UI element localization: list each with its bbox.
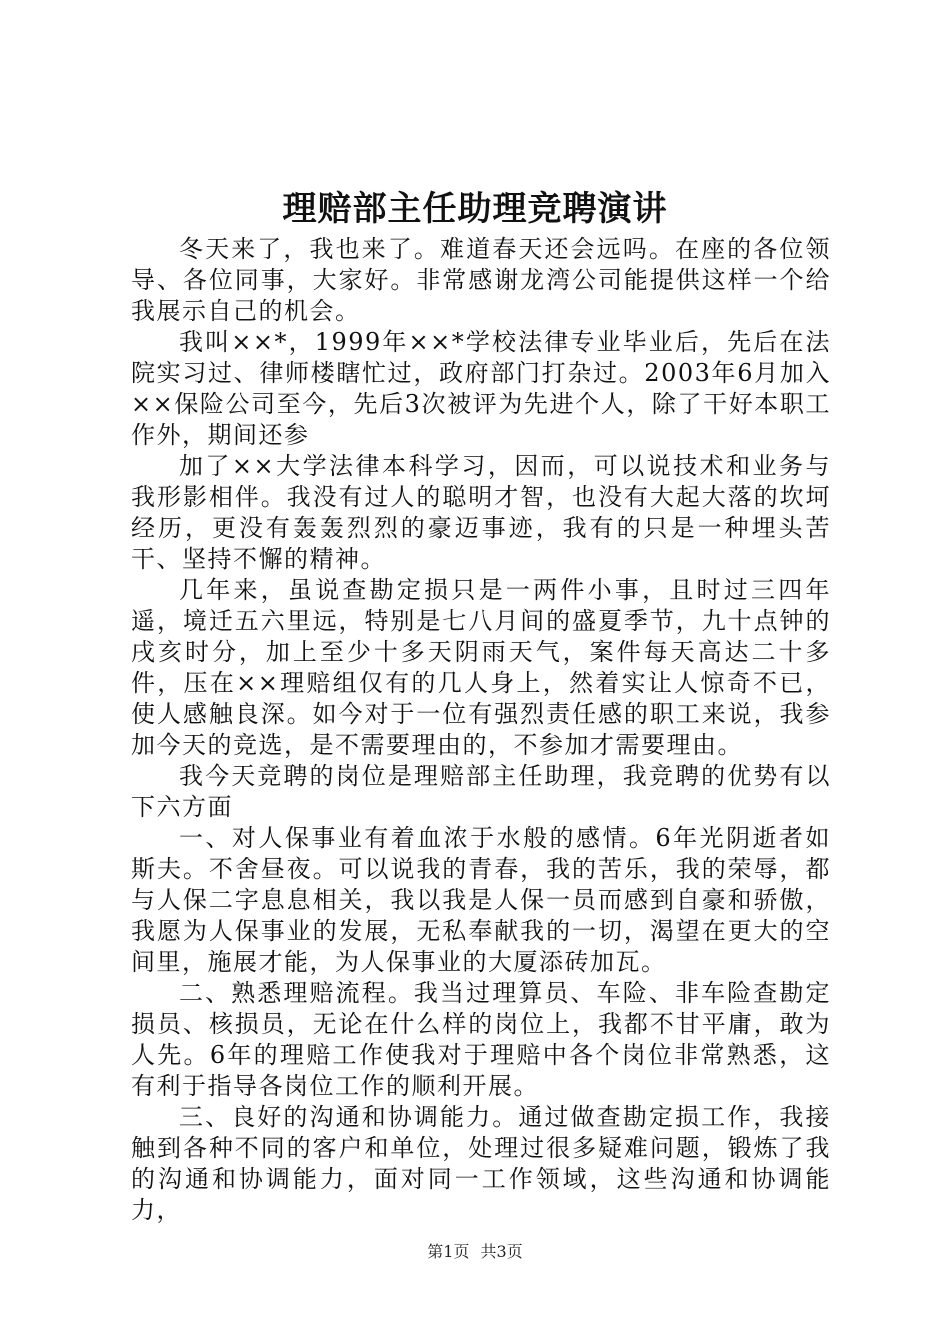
- paragraph-study: 加了××大学法律本科学习，因而，可以说技术和业务与我形影相伴。我没有过人的聪明才智，也没有大起大落的坎坷经历，更没有轰轰烈烈的豪迈事迹，我有的只是一种埋头苦干、坚持不懈的精神。: [131, 452, 831, 573]
- paragraph-advantage-2: 二、熟悉理赔流程。我当过理算员、车险、非车险查勘定损员、核损员，无论在什么样的岗位上，我都不甘平庸，敢为人先。6年的理赔工作使我对于理赔中各个岗位非常熟悉，这有利于指导各岗位工作的顺利开展。: [131, 979, 831, 1100]
- paragraph-experience: 几年来，虽说查勘定损只是一两件小事，且时过三四年遥，境迁五六里远，特别是七八月间的盛夏季节，九十点钟的戌亥时分，加上至少十多天阴雨天气，案件每天高达二十多件，压在××理赔组仅有的几人身上，然着实让人惊奇不已，使人感触良深。如今对于一位有强烈责任感的职工来说，我参加今天的竞选，是不需要理由的，不参加才需要理由。: [131, 576, 831, 759]
- page-total: 共3页: [480, 1242, 523, 1261]
- paragraph-self-intro: 我叫××*，1999年××*学校法律专业毕业后，先后在法院实习过、律师楼瞎忙过，政府部门打杂过。2003年6月加入××保险公司至今，先后3次被评为先进个人，除了干好本职工作外，期间还参: [131, 328, 831, 449]
- document-title: 理赔部主任助理竞聘演讲: [282, 189, 668, 229]
- paragraph-advantage-3: 三、良好的沟通和协调能力。通过做查勘定损工作，我接触到各种不同的客户和单位，处理过很多疑难问题，锻炼了我的沟通和协调能力，面对同一工作领域，这些沟通和协调能力，: [131, 1103, 831, 1224]
- paragraph-position: 我今天竞聘的岗位是理赔部主任助理，我竞聘的优势有以下六方面: [131, 762, 831, 821]
- page-footer: [0, 1240, 950, 1264]
- paragraph-advantage-1: 一、对人保事业有着血浓于水般的感情。6年光阴逝者如斯夫。不舍昼夜。可以说我的青春，我的苦乐，我的荣辱，都与人保二字息息相关，我以我是人保一员而感到自豪和骄傲，我愿为人保事业的发展，无私奉献我的一切，渴望在更大的空间里，施展才能，为人保事业的大厦添砖加瓦。: [131, 824, 831, 976]
- page-number: 第1页: [427, 1242, 470, 1261]
- paragraph-opening: 冬天来了，我也来了。难道春天还会远吗。在座的各位领导、各位同事，大家好。非常感谢龙湾公司能提供这样一个给我展示自己的机会。: [131, 235, 831, 325]
- document-body: [131, 234, 831, 1226]
